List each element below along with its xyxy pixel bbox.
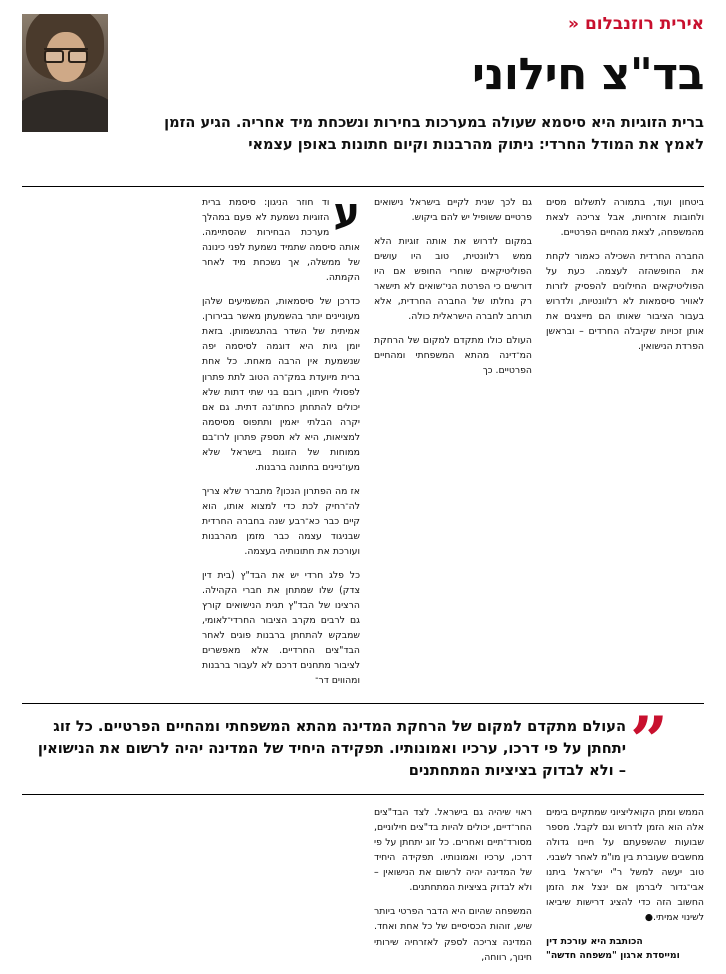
byline-row (22, 14, 704, 46)
paragraph: העולם כולו מתקדם למקום של הרחקת המ־דינה מהתא המשפחתי ומהחיים הפרטיים. כך (374, 335, 532, 377)
author-photo-body (22, 90, 108, 132)
pull-quote (22, 703, 704, 795)
article-column-2 (374, 195, 532, 697)
article-column-5 (374, 805, 532, 973)
paragraph: כל פלג חרדי יש את הבד"ץ (בית דין צדק) שלו שמתחן את חברי הקהילה. הרצינו של הבד"ץ תגית הנישואים קורץ גם לרבים מקרב הציבור החרדי־לאומי, שמבקש להתחתן ברבנות פוגים לאחר הבד"צים החרדיים. אלא מאפשרים לציבור מתחנים דרכם לא לעבור ברבנות ומהווים דר־ (202, 570, 360, 687)
paragraph: ראוי שיהיה גם בישראל. לצד הבד"צים החר־דיים, יכולים להיות בד"צים חילוניים, מסורד־תיים ואחרים. כל זוג יתחתן על פי דרכו, ערכיו ואמונותיו. תפקידה היחיד של המדינה יהיה לרשום את הנישואין – ולא לבדוק בציציות המתחתנים. (374, 807, 532, 894)
glasses-icon (44, 48, 88, 59)
article-column-1 (546, 195, 704, 697)
page-title: בד"צ חילוני (472, 49, 704, 100)
article-column-4 (546, 805, 704, 973)
paragraph-text: וד חוזר הניגון: סיסמת ברית הזוגיות נשמעת לא פעם במהלך מערכת הבחירות שהסתיימה. אותה סיסמה שתמיד נשמעת לפני כינונה של ממשלה, אך נשכחת מיד לאחר הקמתה. (202, 197, 360, 284)
paragraph: כדרכן של סיסמאות, המשמיעים שלהן מעוניינים יותר בהשמעתן מאשר בבירורן. אמיתית של השדר בהתגשמותן. בזאת יומן גיות היא דוגמה לסיסמה יפה שנשמעת אין הרבה מאחת. כל אחת ברית מיועדת במק־רה הטוב לתת פתרון לפסולי חיתון, רובם בני שתי דתות שלא יכולים להתחתן כחתו־נה דתית. גם אם יקרה הבלתי יאמין ותתפוס מסיסמה למציאות, היא לא תספק פתרון לרו־בם ממוחות של הזוגות בישראל שלא מעו־ניינים בחתונה ברבנות. (202, 296, 360, 473)
author-photo (22, 14, 108, 132)
paragraph-with-dropcap (202, 190, 360, 285)
author-credit (546, 935, 704, 965)
article-body (0, 187, 726, 697)
paragraph: המשפחה שהיום היא הדבר הפרטי ביותר שיש, זוהות הכסיסיים של כל אחת ואחד. המדינה צריכה לספק לאזרחיה שירותי חינוך, רווחה, (374, 906, 532, 963)
author-credit-line-2: ומייסדת ארגון "משפחה חדשה" (546, 950, 680, 962)
paragraph: במקום לדרוש את אותה זוגיות הלא ממש רלוונטית, טוב היו עושים הפוליטיקאים שוחרי החופש אם היו דורשים כי הפרטת הני־שואים לא תישאר רק נחלתו של החברה החרדית, אלא תורחב לחברה הישראלית כולה. (374, 236, 532, 323)
paragraph: אז מה הפתרון הנכון? מתברר שלא צריך לה־רחיק לכת כדי למצוא אותו, הוא קיים כבר כא־רבע שנה בחברה החרדית שבניגוד עצמה כבר מזמן מהרבנות ועורכת את חתונותיה בעצמה. (202, 485, 360, 558)
paragraph: הממש ומתן הקואליציוני שמתקיים בימים אלה הוא הזמן לדרוש וגם לקבל. מספר שבועות שהשפעתם על חיינו גדולה מחשבים שעוברת בין מו"מ לאחר לשבני. טוב יעשה למשל ר"י יש־ראל ביתנו אבי־גדור ליברמן אם ינצל את הזמן החשוב הזה כדי להציג דרישות שיביאו לשינוי אמיתי.● (546, 807, 704, 924)
paragraph: ביטחון ועוד, בתמורה לתשלום מסים ולחובות אזרחיות, אבל צריכה לצאת מהמשפחה, לצאת מהחיים הפרטיים. (546, 197, 704, 239)
column-group-upper (22, 190, 704, 697)
article-column-6-spacer (202, 805, 360, 973)
quote-mark-icon: ” (630, 702, 668, 781)
paragraph: גם לכך שנית לקיים בישראל נישואים פרטיים ששופיל יש להם ביקוש. (374, 197, 532, 224)
author-name: אירית רוזנבלום (584, 14, 704, 34)
drop-cap: ע (333, 190, 360, 236)
author-credit-line-1: הכותבת היא עורכת דין (546, 935, 643, 947)
chevron-left-icon: « (567, 14, 579, 34)
byline (468, 14, 704, 34)
article-body-lower (0, 805, 726, 973)
pull-quote-text: העולם מתקדם למקום של הרחקת המדינה מהתא המשפחתי ומהחיים הפרטיים. כל זוג יתחתן על פי דרכו, ערכיו ואמונותיו. תפקידה היחיד של המדינה יהיה לרשום את הנישואין – ולא לבדוק בציציות המתחתנים (37, 718, 626, 780)
column-group-lower (22, 805, 704, 973)
article-column-3 (202, 190, 360, 697)
article-header (0, 0, 726, 178)
paragraph: החברה החרדית השכילה כאמור לקחת את החופשהזה לעצמה. כעת על הפוליטיקאים החילונים להפסיק לזרות לאוויר סיסמאות לא רלוונטיות, ולדרוש בעבור הציבור שאותו הם מייצגים את אותן זכויות שקיבלה החרדים – ובראשן הפרדת הנישואין. (546, 251, 704, 353)
article-standfirst: ברית הזוגיות היא סיסמא שעולה במערכות בחירות ונשכחת מיד אחריה. הגיע הזמן לאמץ את המודל החרדי: ניתוק מהרבנות וקיום חתונות באופן עצמאי (164, 114, 704, 154)
